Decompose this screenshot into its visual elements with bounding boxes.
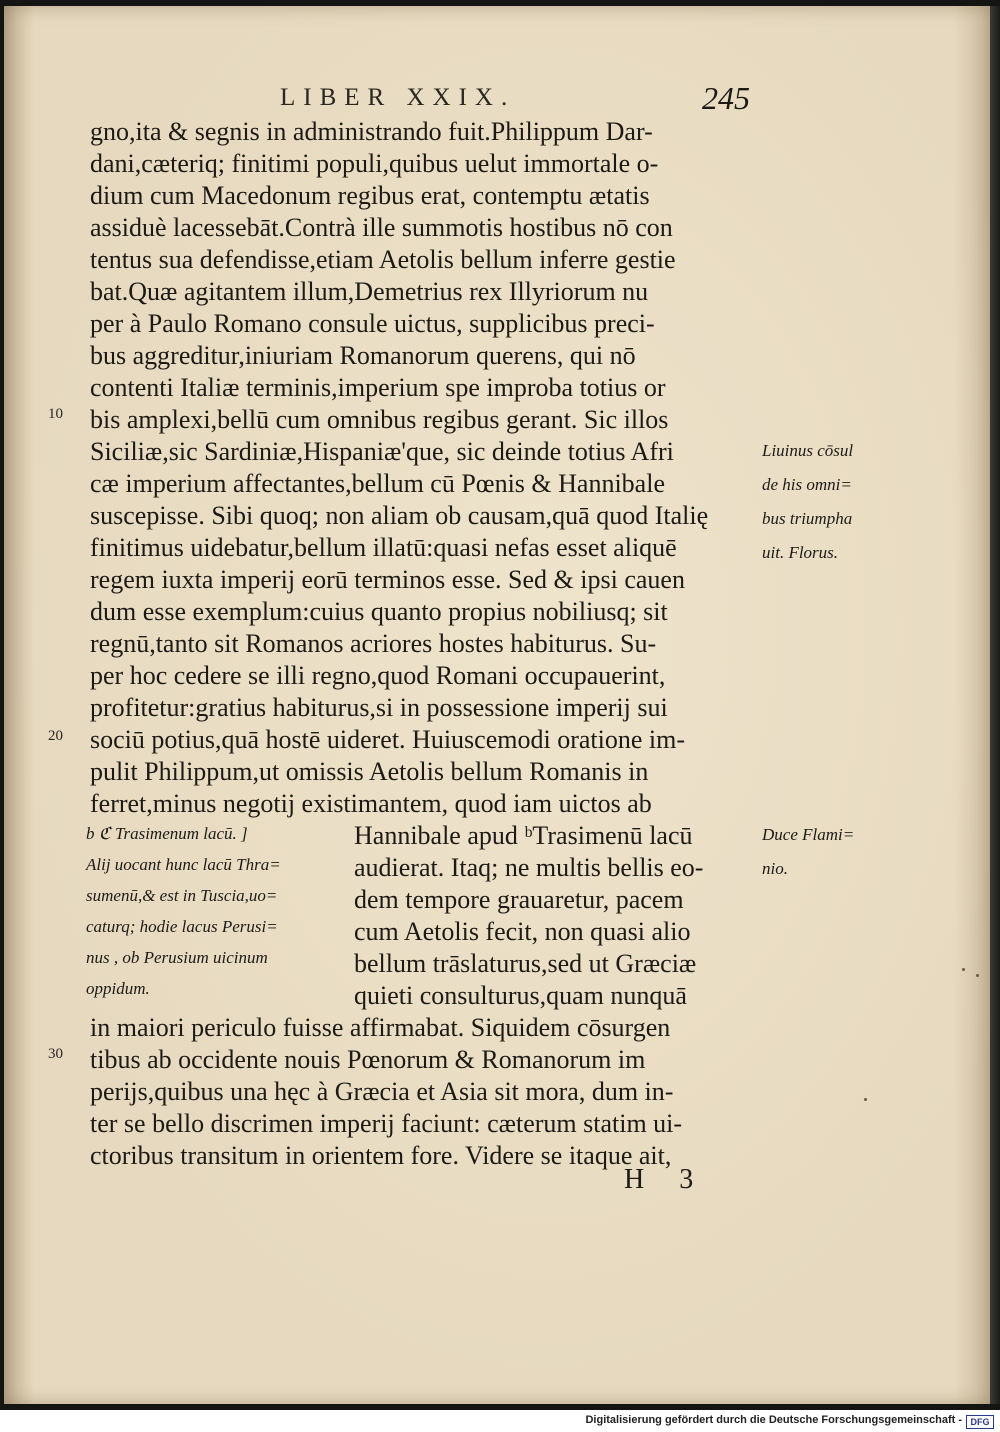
footnote-line: Alij uocant hunc lacū Thra= — [86, 855, 281, 874]
text-line: dem tempore grauaretur, pacem — [354, 885, 684, 914]
line-number: 20 — [48, 728, 63, 744]
text-line: gno,ita & segnis in administrando fuit.Philippum Dar- — [90, 117, 653, 146]
text-line: dum esse exemplum:cuius quanto propius nobiliusq; sit — [90, 597, 668, 626]
text-line: quieti consulturus,quam nunquā — [354, 981, 687, 1010]
paper-speck — [976, 974, 979, 977]
footnote-line: sumenū,& est in Tuscia,uo= — [86, 886, 278, 905]
text-line: ferret,minus negotij existimantem, quod iam uictos ab — [90, 789, 652, 818]
text-line: dium cum Macedonum regibus erat, contemptu ætatis — [90, 181, 650, 210]
running-head — [280, 80, 750, 120]
text-line: bus aggreditur,iniuriam Romanorum querens, qui nō — [90, 341, 636, 370]
text-line: bellum trāslaturus,sed ut Græciæ — [354, 949, 697, 978]
text-line: per à Paulo Romano consule uictus, supplicibus preci- — [90, 309, 655, 338]
text-line: suscepisse. Sibi quoq; non aliam ob causam,quā quod Italię — [90, 501, 709, 530]
margin-note: nio. — [762, 859, 788, 878]
running-title: LIBER XXIX. — [280, 84, 516, 111]
margin-note: uit. Florus. — [762, 543, 839, 562]
text-line: in maiori periculo fuisse affirmabat. Siquidem cōsurgen — [90, 1013, 671, 1042]
text-line: regnū,tanto sit Romanos acriores hostes habiturus. Su- — [90, 629, 657, 658]
margin-note: bus triumpha — [762, 509, 853, 528]
dfg-logo: DFG — [966, 1415, 994, 1429]
text-line: ter se bello discrimen imperij faciunt: cæterum statim ui- — [90, 1109, 683, 1138]
margin-note: de his omni= — [762, 475, 852, 494]
text-line: bis amplexi,bellū cum omnibus regibus gerant. Sic illos — [90, 405, 669, 434]
text-line: ctoribus transitum in orientem fore. Videre se itaque ait, — [90, 1141, 672, 1170]
text-line: Hannibale apud ᵇTrasimenū lacū — [354, 821, 693, 850]
book-page — [4, 6, 992, 1404]
text-line: pulit Philippum,ut omissis Aetolis bellum Romanis in — [90, 757, 649, 786]
folio-number: 245 — [702, 80, 750, 116]
text-line: audierat. Itaq; ne multis bellis eo- — [354, 853, 704, 882]
line-number: 10 — [48, 406, 63, 422]
text-line: profitetur:gratius habiturus,si in possessione imperij sui — [90, 693, 668, 722]
footnote-line: oppidum. — [86, 979, 150, 998]
text-line: tibus ab occidente nouis Pœnorum & Romanorum im — [90, 1045, 646, 1074]
text-line: per hoc cedere se illi regno,quod Romani occupauerint, — [90, 661, 666, 690]
text-line: perijs,quibus una hęc à Græcia et Asia sit mora, dum in- — [90, 1077, 674, 1106]
dfg-credit-bar — [0, 1410, 1000, 1432]
text-line: dani,cæteriq; finitimi populi,quibus uelut immortale o- — [90, 149, 659, 178]
paper-speck — [962, 968, 965, 971]
text-line: assiduè lacessebāt.Contrà ille summotis hostibus nō con — [90, 213, 673, 242]
footnote-line: caturq; hodie lacus Perusi= — [86, 917, 278, 936]
paper-speck — [864, 1098, 867, 1101]
page-edge — [990, 6, 1000, 1404]
signature-mark: H 3 — [624, 1164, 708, 1195]
text-line: cæ imperium affectantes,bellum cū Pœnis & Hannibale — [90, 469, 665, 498]
text-line: finitimus uidebatur,bellum illatū:quasi nefas esset aliquē — [90, 533, 677, 562]
footnote-line: nus , ob Perusium uicinum — [86, 948, 268, 967]
text-line: cum Aetolis fecit, non quasi alio — [354, 917, 691, 946]
margin-note: Duce Flami= — [762, 825, 855, 844]
text-line: contenti Italiæ terminis,imperium spe improba totius or — [90, 373, 666, 402]
text-line: tentus sua defendisse,etiam Aetolis bellum inferre gestie — [90, 245, 676, 274]
line-number: 30 — [48, 1046, 63, 1062]
text-line: bat.Quæ agitantem illum,Demetrius rex Illyriorum nu — [90, 277, 649, 306]
footnote-line: b ℭ Trasimenum lacū. ] — [86, 824, 248, 843]
text-line: Siciliæ,sic Sardiniæ,Hispaniæ'que, sic deinde totius Afri — [90, 437, 674, 466]
text-line: regem iuxta imperij eorū terminos esse. Sed & ipsi cauen — [90, 565, 685, 594]
margin-note: Liuinus cōsul — [762, 441, 854, 460]
dfg-credit-text: Digitalisierung gefördert durch die Deutsche Forschungsgemeinschaft - — [585, 1414, 962, 1426]
text-line: sociū potius,quā hostē uideret. Huiuscemodi oratione im- — [90, 725, 685, 754]
